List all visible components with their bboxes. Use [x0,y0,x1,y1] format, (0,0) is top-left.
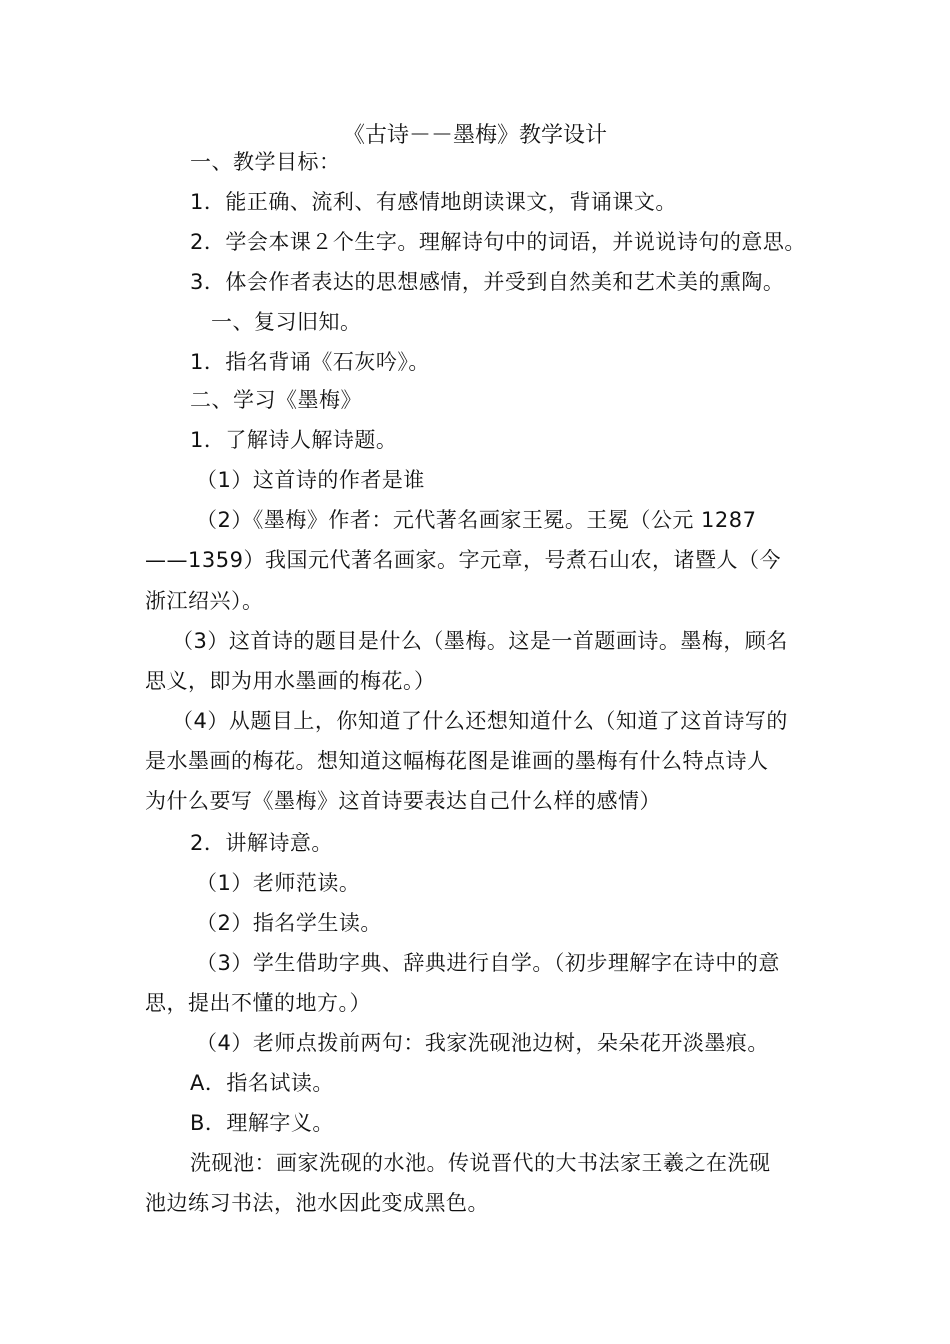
section-heading: 一、复习旧知。 [211,310,362,334]
text-line: 洗砚池：画家洗砚的水池。传说晋代的大书法家王羲之在洗砚 [190,1151,771,1175]
text-line: 为什么要写《墨梅》这首诗要表达自己什么样的感情） [145,789,661,813]
section-heading: 一、教学目标： [190,150,341,174]
text-line: 思义，即为用水墨画的梅花。） [145,669,436,693]
text-line: 2．学会本课２个生字。理解诗句中的词语，并说说诗句的意思。 [190,230,806,254]
text-line: B．理解字义。 [190,1111,334,1135]
text-line: （3）这首诗的题目是什么（墨梅。这是一首题画诗。墨梅，顾名 [172,629,788,653]
text-line: 1．了解诗人解诗题。 [190,428,398,452]
text-line: 思，提出不懂的地方。） [145,991,371,1015]
text-line: 1．能正确、流利、有感情地朗读课文，背诵课文。 [190,190,677,214]
text-line: 池边练习书法，池水因此变成黑色。 [145,1191,489,1215]
text-line: 3．体会作者表达的思想感情，并受到自然美和艺术美的熏陶。 [190,270,785,294]
section-heading: 二、学习《墨梅》 [190,388,362,412]
document-title: 《古诗－－墨梅》教学设计 [342,123,607,148]
text-line: 是水墨画的梅花。想知道这幅梅花图是谁画的墨梅有什么特点诗人 [145,749,769,773]
text-line: （4）老师点拨前两句：我家洗砚池边树，朵朵花开淡墨痕。 [196,1031,769,1055]
text-line: （3）学生借助字典、辞典进行自学。（初步理解字在诗中的意 [196,951,780,975]
text-line: 1．指名背诵《石灰吟》。 [190,350,430,374]
text-line: （2）指名学生读。 [196,911,382,935]
text-line: 浙江绍兴）。 [145,589,264,613]
text-line: （1）这首诗的作者是谁 [196,468,425,492]
text-line: （4）从题目上，你知道了什么还想知道什么（知道了这首诗写的 [172,709,788,733]
text-line: （2）《墨梅》作者：元代著名画家王冕。王冕（公元 1287 [196,508,757,532]
text-line: ——1359）我国元代著名画家。字元章，号煮石山农，诸暨人（今 [145,548,781,572]
text-line: A．指名试读。 [190,1071,334,1095]
text-line: （1）老师范读。 [196,871,361,895]
text-line: 2．讲解诗意。 [190,831,333,855]
